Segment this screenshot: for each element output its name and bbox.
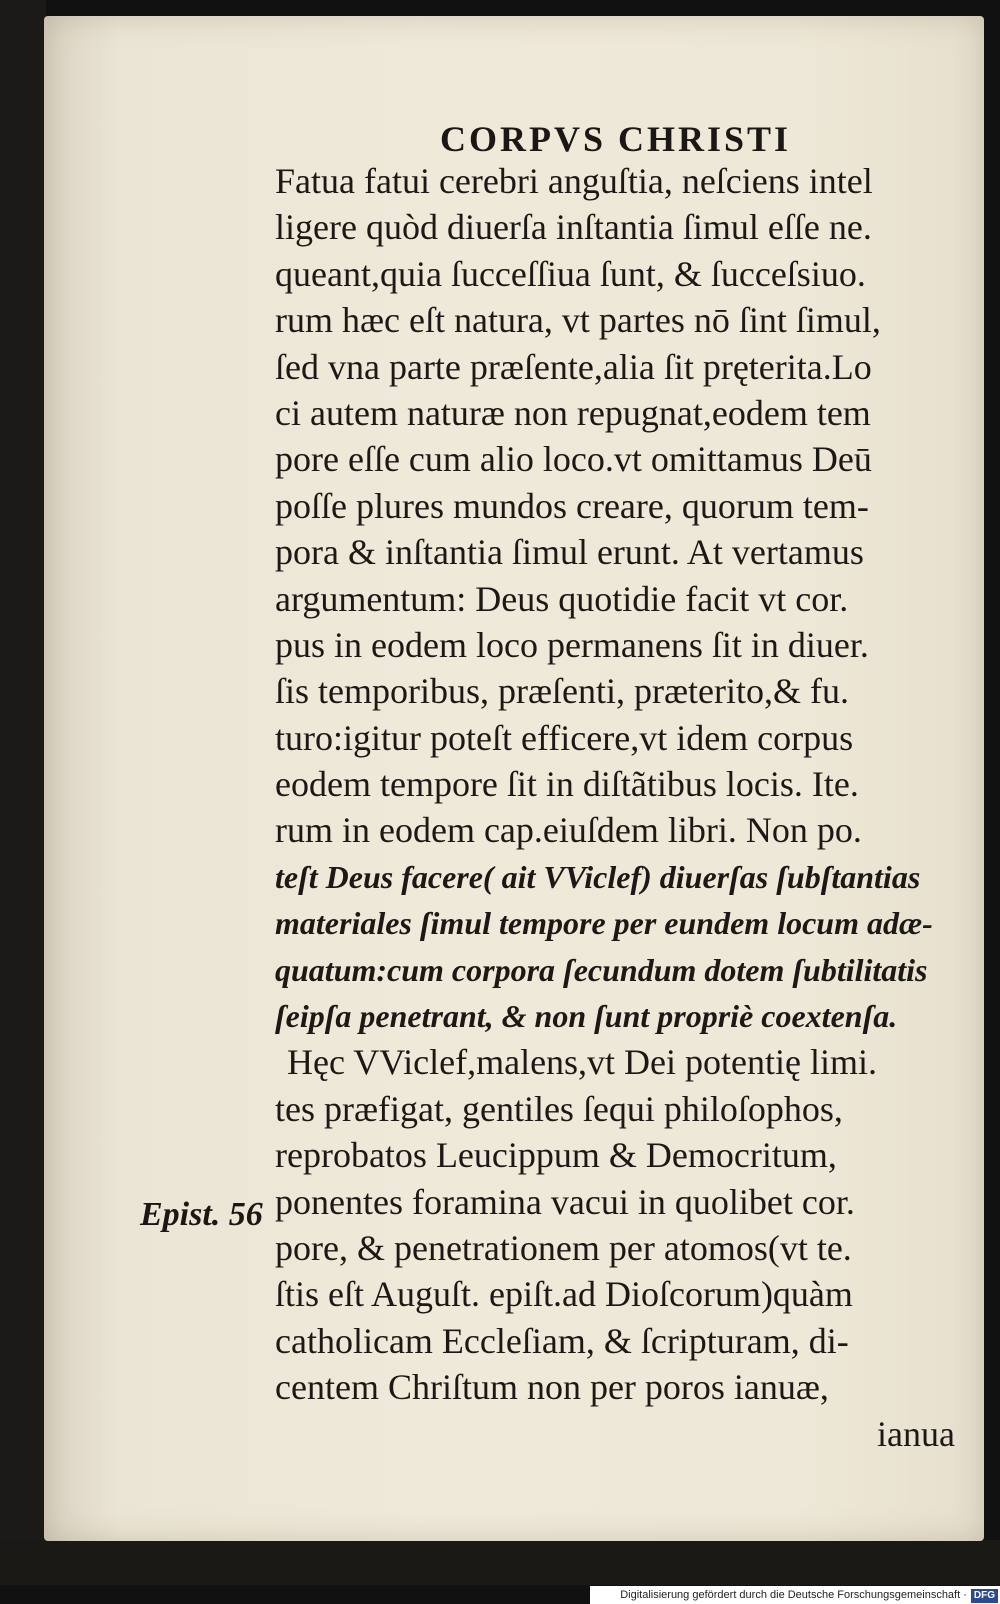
dfg-logo: DFG <box>971 1589 998 1603</box>
text-line: pora & inſtantia ſimul erunt. At vertamus <box>275 532 864 573</box>
text-line: queant,quia ſucceſſiua ſunt, & ſucceſsiuo. <box>275 253 866 294</box>
text-line: tes præfigat, gentiles ſequi philoſophos, <box>275 1088 843 1129</box>
text-line: pus in eodem loco permanens ſit in diuer. <box>275 624 869 665</box>
digitization-credit <box>590 1586 1000 1604</box>
page-bottom-edge <box>0 1540 1000 1585</box>
text-line: ci autem naturæ non repugnat,eodem tem <box>275 392 871 433</box>
binding-shadow <box>0 0 46 1585</box>
text-line: ſis temporibus, præſenti, præterito,& fu. <box>275 671 849 712</box>
text-line: catholicam Eccleſiam, & ſcripturam, di- <box>275 1320 849 1361</box>
text-line: ſed vna parte præſente,alia ſit pręterita.Lo <box>275 346 872 387</box>
credit-text: Digitalisierung gefördert durch die Deutsche Forschungsgemeinschaft · <box>620 1589 967 1601</box>
text-line-italic: ſeipſa penetrant, & non ſunt propriè coextenſa. <box>275 998 898 1035</box>
text-line: reprobatos Leucippum & Democritum, <box>275 1135 837 1176</box>
text-line: centem Chriſtum non per poros ianuæ, <box>275 1367 829 1408</box>
text-line: Hęc VViclef,malens,vt Dei potentię limi. <box>287 1042 878 1083</box>
text-line-italic: teſt Deus facere( ait VViclef) diuerſas ſubſtantias <box>275 858 921 895</box>
text-line: Fatua fatui cerebri anguſtia, neſciens intel <box>275 161 873 201</box>
body-text <box>275 158 955 1457</box>
running-header: CORPVS CHRISTI <box>440 119 792 159</box>
text-line: eodem tempore ſit in diſtãtibus locis. Ite. <box>275 764 859 805</box>
text-line: ponentes foramina vacui in quolibet cor. <box>275 1181 855 1222</box>
text-line: pore, & penetrationem per atomos(vt te. <box>275 1227 852 1268</box>
text-line: rum in eodem cap.eiuſdem libri. Non po. <box>275 810 862 851</box>
text-line: ligere quòd diuerſa inſtantia ſimul eſſe ne. <box>275 207 872 248</box>
text-line: pore eſſe cum alio loco.vt omittamus Deū <box>275 439 872 480</box>
text-line: rum hæc eſt natura, vt partes nō ſint ſimul, <box>275 300 881 341</box>
text-line-italic: quatum:cum corpora ſecundum dotem ſubtilitatis <box>275 951 928 988</box>
catchword: ianua <box>877 1413 955 1454</box>
text-line: poſſe plures mundos creare, quorum tem- <box>275 485 869 526</box>
margin-note: Epist. 56 <box>140 1196 263 1233</box>
text-line: ſtis eſt Auguſt. epiſt.ad Dioſcorum)quàm <box>275 1274 853 1315</box>
text-line-italic: materiales ſimul tempore per eundem locum adæ- <box>275 905 933 942</box>
text-line: turo:igitur poteſt efficere,vt idem corpus <box>275 717 854 758</box>
text-line: argumentum: Deus quotidie facit vt cor. <box>275 578 849 619</box>
